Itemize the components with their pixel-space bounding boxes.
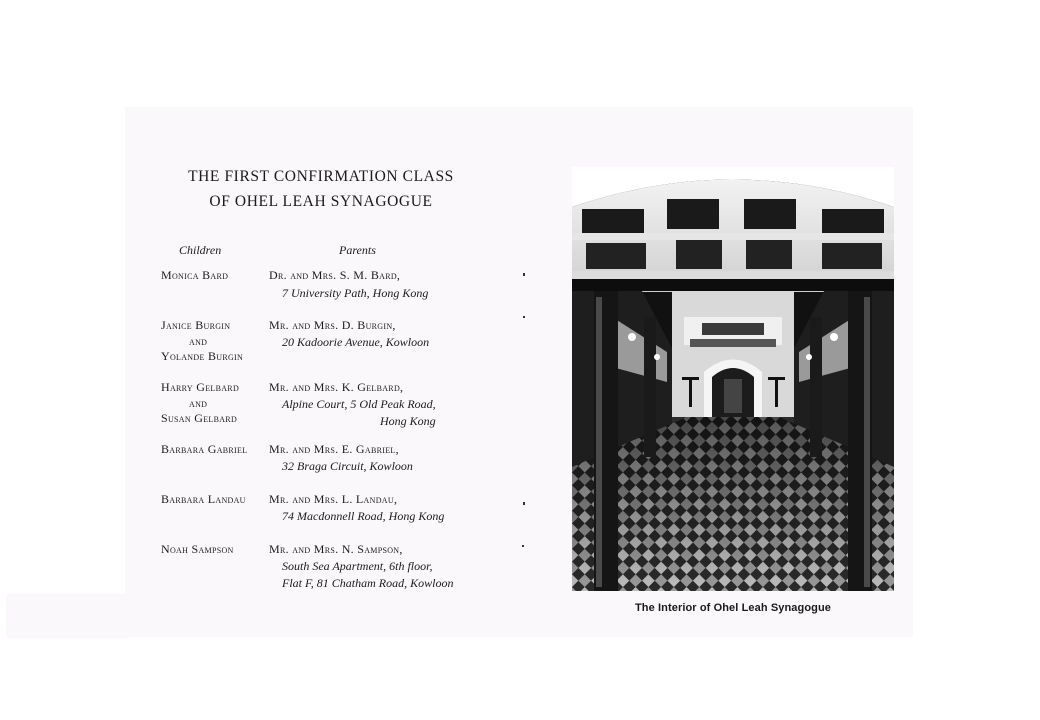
title-line-1: THE FIRST CONFIRMATION CLASS	[188, 168, 454, 185]
address	[282, 458, 413, 475]
title-line-2: OF OHEL LEAH SYNAGOGUE	[209, 193, 433, 210]
child-name-1: Harry Gelbard	[161, 380, 240, 394]
address-line-2: Hong Kong	[379, 414, 436, 428]
parent-names: Mr. and Mrs. N. Sampson,	[269, 542, 403, 556]
address	[282, 558, 453, 592]
parent-names: Dr. and Mrs. S. M. Bard,	[269, 268, 401, 282]
address	[282, 396, 436, 430]
child-name-1: Janice Burgin	[161, 318, 231, 332]
child-names	[161, 318, 243, 365]
child-name-2: Yolande Burgin	[161, 349, 244, 363]
scan-speck	[522, 545, 524, 547]
synagogue-interior-photo	[572, 167, 894, 591]
address-line-1: 74 Macdonnell Road, Hong Kong	[282, 509, 445, 523]
address-line-1: 7 University Path, Hong Kong	[282, 286, 429, 300]
child-names	[161, 380, 239, 427]
child-name	[161, 542, 234, 558]
child-name-1: Barbara Gabriel	[161, 442, 248, 456]
parents-column-header: Parents	[339, 243, 376, 257]
child-name-1: Barbara Landau	[161, 492, 246, 506]
address	[282, 508, 444, 525]
photo-caption: The Interior of Ohel Leah Synagogue	[634, 602, 832, 614]
address	[282, 334, 429, 351]
parent-names: Mr. and Mrs. K. Gelbard,	[269, 380, 404, 394]
address	[282, 285, 428, 302]
scan-speck	[523, 502, 525, 505]
synagogue-interior-image	[572, 167, 894, 591]
child-name	[161, 492, 246, 508]
address-line-1: 32 Braga Circuit, Kowloon	[282, 459, 413, 473]
address-line-1: South Sea Apartment, 6th floor,	[282, 559, 433, 573]
and-conjunction: and	[189, 333, 208, 348]
child-name	[161, 268, 228, 284]
children-column-header: Children	[179, 243, 222, 257]
scan-speck	[523, 316, 525, 318]
and-conjunction: and	[189, 395, 208, 410]
child-name-2: Susan Gelbard	[161, 411, 238, 425]
child-name-1: Noah Sampson	[161, 542, 234, 556]
scan-margin	[6, 594, 128, 638]
parent-names: Mr. and Mrs. L. Landau,	[269, 492, 398, 506]
parent-names: Mr. and Mrs. D. Burgin,	[269, 318, 396, 332]
parent-names: Mr. and Mrs. E. Gabriel,	[269, 442, 399, 456]
address-line-1: Alpine Court, 5 Old Peak Road,	[282, 397, 436, 411]
child-name	[161, 442, 247, 458]
address-line-1: 20 Kadoorie Avenue, Kowloon	[282, 335, 430, 349]
address-line-2: Flat F, 81 Chatham Road, Kowloon	[282, 576, 454, 590]
page-title	[125, 164, 517, 214]
child-name-1: Monica Bard	[161, 268, 229, 282]
scan-speck	[523, 273, 525, 276]
